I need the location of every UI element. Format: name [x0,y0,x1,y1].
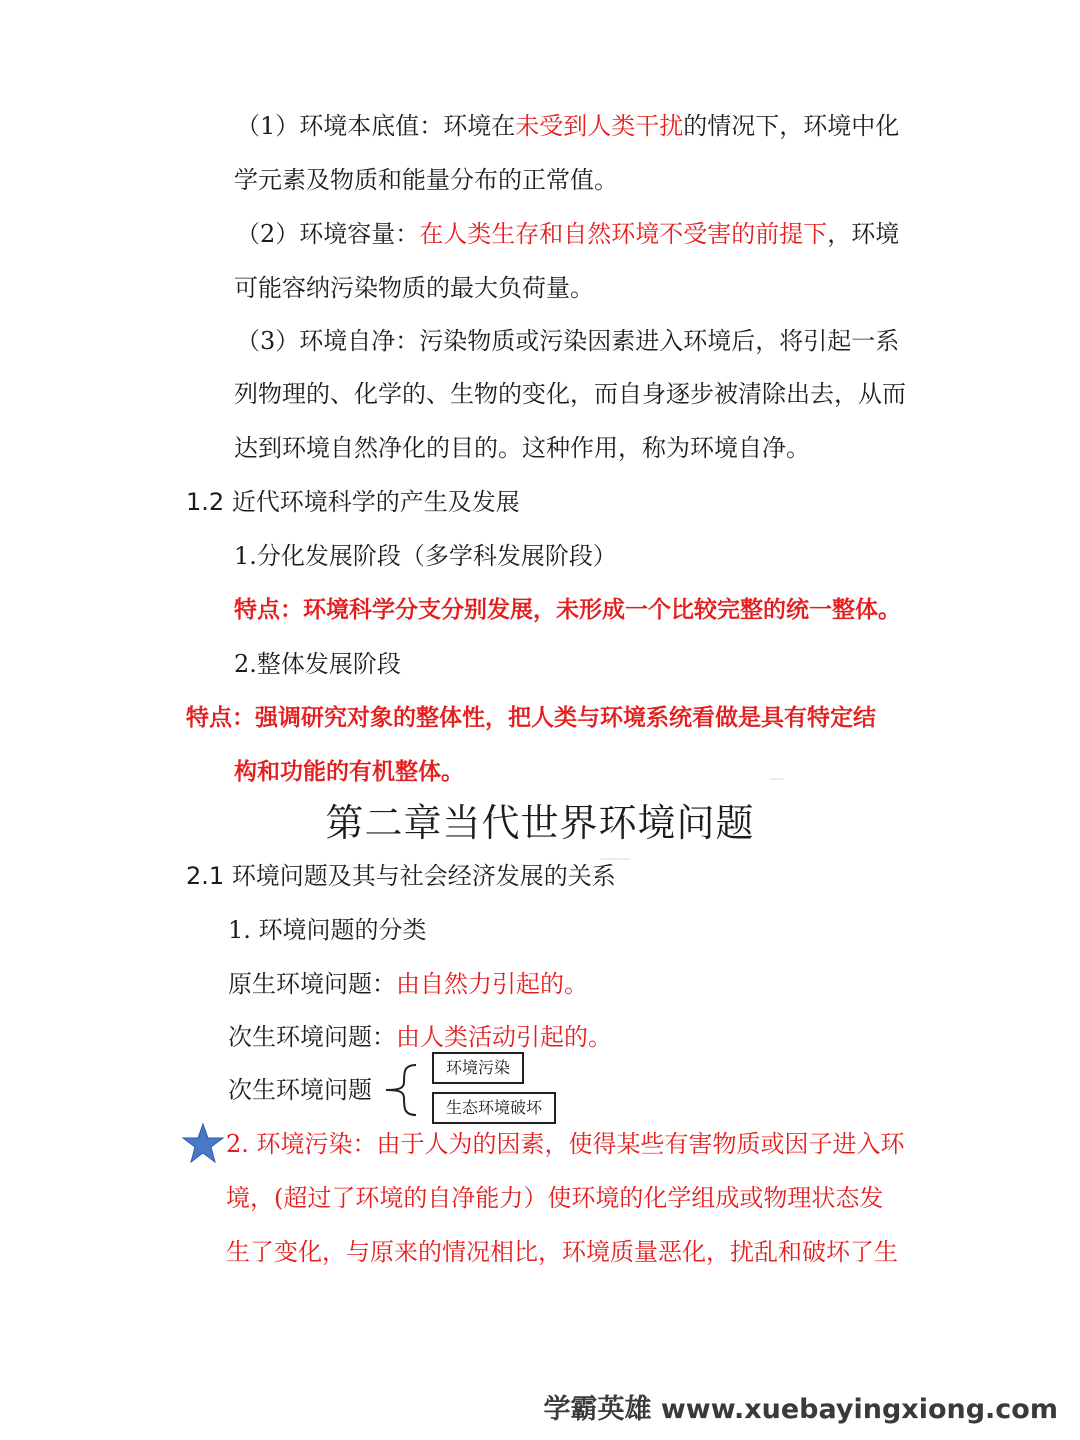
stage2-feature-line1: 特点：强调研究对象的整体性，把人类与环境系统看做是具有特定结 [186,704,876,731]
section-1-2-number: 1.2 [186,488,225,516]
section-2-1-title: 环境问题及其与社会经济发展的关系 [231,862,616,890]
stage1-title: 1.分化发展阶段（多学科发展阶段） [234,542,617,570]
item3-line3: 达到环境自然净化的目的。这种作用，称为环境自净。 [234,434,810,462]
pollution-line3: 生了变化，与原来的情况相比，环境质量恶化，扰乱和破坏了生 [226,1238,898,1266]
section-2-1-heading [186,860,616,892]
primary-problem [228,968,588,1000]
primary-label: 原生环境问题： [228,970,396,998]
item1-suffix: 的情况下，环境中化 [683,112,900,140]
item2-highlight: 在人类生存和自然环境不受害的前提下 [419,220,828,248]
item2-line1 [236,218,899,250]
section-1-2-title: 近代环境科学的产生及发展 [231,488,520,516]
item2-line2: 可能容纳污染物质的最大负荷量。 [234,274,594,302]
brace-icon [380,1062,418,1118]
item1-prefix: （1）环境本底值：环境在 [236,112,516,140]
star-icon [182,1122,224,1164]
stage1-feature: 特点：环境科学分支分别发展，未形成一个比较完整的统一整体。 [234,596,901,623]
footer-watermark: 学霸英雄 www.xuebayingxiong.com [543,1394,1058,1425]
chapter-title: 第二章当代世界环境问题 [325,801,755,845]
section-1-2-heading [186,486,520,518]
pollution-line2: 境，(超过了环境的自净能力）使环境的化学组成或物理状态发 [226,1184,884,1212]
diagram-box-pollution: 环境污染 [432,1052,524,1084]
section-2-1-number: 2.1 [186,862,225,890]
secondary-problem [228,1021,612,1053]
item3-line2: 列物理的、化学的、生物的变化，而自身逐步被清除出去，从而 [234,380,906,408]
stage2-feature-line2: 构和功能的有机整体。 [234,758,464,785]
item3-line1: （3）环境自净：污染物质或污染因素进入环境后，将引起一系 [236,327,900,355]
diagram-label: 次生环境问题 [228,1076,372,1104]
secondary-label: 次生环境问题： [228,1023,396,1051]
item2-suffix: ，环境 [827,220,900,248]
pollution-line1: 2. 环境污染：由于人为的因素，使得某些有害物质或因子进入环 [226,1130,905,1158]
item1-line1 [236,110,899,142]
stage2-title: 2.整体发展阶段 [234,650,401,678]
diagram-box-ecology: 生态环境破坏 [432,1092,556,1124]
item1-line2: 学元素及物质和能量分布的正常值。 [234,166,618,194]
primary-value: 由自然力引起的。 [396,970,588,998]
secondary-value: 由人类活动引起的。 [396,1023,612,1051]
item2-prefix: （2）环境容量： [236,220,420,248]
item1-highlight: 未受到人类干扰 [515,112,684,140]
classify-title: 1. 环境问题的分类 [228,916,427,944]
scan-mark [770,778,784,780]
